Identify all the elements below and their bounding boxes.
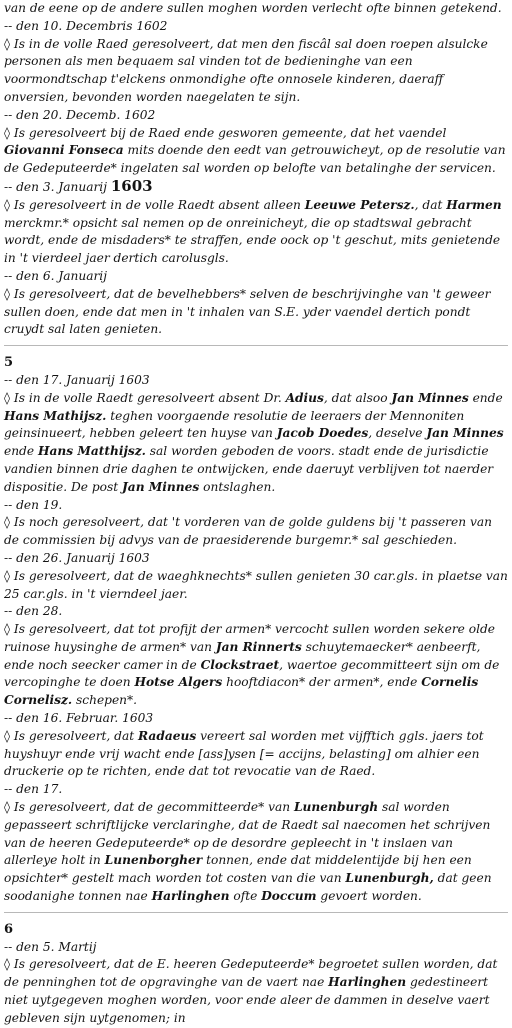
entry-text: ◊ Is geresolveert, dat de gecommitteerde* van (4, 800, 294, 815)
resolution-entry (4, 390, 508, 497)
entry-text: ◊ Is geresolveert, dat tot profijt der armen* vercocht sullen worden sekere olde ruinose huysinghe de armen* van (4, 622, 495, 654)
entry-text: teghen voorgaende resolutie de leeraers der Mennoniten geinsinueert, hebben geleert ten huyse van (4, 408, 465, 441)
entry-date (4, 939, 508, 957)
named-entity: Harlinghen (151, 889, 230, 904)
entry-text: schepen*. (72, 693, 138, 708)
named-entity: Radaeus (138, 728, 197, 743)
entry-date-text: -- den 20. Decemb. 1602 (4, 107, 156, 122)
named-entity: Clockstraet (200, 657, 280, 672)
entry-text: vereert sal worden met vijfftich ggls. jaers tot huyshuyr ende vrij wacht ende [ass]ysen [= accijns, belasting] om alhier een druckerie op te richten, ende dat tot revocatie van de Raed. (4, 728, 484, 779)
entry-date (4, 18, 508, 36)
resolution-entry (4, 568, 508, 604)
entry-date (4, 372, 508, 390)
section-divider (4, 912, 508, 913)
entry-date-text: -- den 17. Januarij 1603 (4, 372, 150, 387)
resolution-entry (4, 514, 508, 550)
named-entity: Giovanni Fonseca (4, 143, 124, 158)
entry-text: sal worden gepasseert schriftlijcke verclaringhe, dat de Raedt sal naecomen het schrijven van de heeren Gedeputeerde* op de desordre gepleecht in 't inslaen van allerleye holt in (4, 800, 491, 868)
named-entity: Hans Mathijsz. (4, 408, 107, 423)
entry-text: ofte (229, 889, 262, 904)
entry-text: gevoert worden. (316, 889, 422, 904)
resolution-entry (4, 621, 508, 710)
named-entity: Lunenburgh (293, 800, 379, 815)
entry-text: mits doende den eedt van getrouwicheyt, op de resolutie van de Gedeputeerde* ingelaten sal worden op belofte van betalinghe der servicen. (4, 143, 506, 176)
entry-date-text: -- den 6. Januarij (4, 268, 107, 283)
named-entity: Leeuwe Petersz. (304, 197, 415, 212)
entry-date-text: -- den 16. Februar. 1603 (4, 711, 154, 726)
resolution-entry (4, 799, 508, 906)
entry-text: , waertoe gecommitteert sijn om de vercopinghe te doen (4, 657, 500, 690)
entry-date (4, 497, 508, 515)
entry-text: hooftdiacon* der armen*, ende (222, 675, 422, 690)
named-entity: Cornelis Cornelisz. (4, 675, 479, 708)
entry-text: sal worden geboden de voors. stadt ende de jurisdictie vandien binnen drie daghen te ontwijcken, ende daeruyt verblijven tot naerder dispositie. De post (4, 444, 494, 494)
entry-date-text: -- den 17. (4, 782, 63, 797)
entry-text: ende (468, 390, 503, 405)
named-entity: Jan Minnes (426, 426, 504, 441)
entry-text: ◊ Is in de volle Raedt geresolveert absent Dr. (4, 390, 286, 405)
resolution-entry (4, 0, 508, 18)
named-entity: Jan Minnes (391, 390, 469, 405)
entry-date (4, 107, 508, 125)
resolution-entry (4, 36, 508, 107)
entry-text: ende (4, 444, 38, 459)
entry-text: ◊ Is geresolveert, dat de waeghknechts* sullen genieten 30 car.gls. in plaetse van 25 car.gls. in 't vierndeel jaer. (4, 568, 508, 601)
entry-text: , deselve (368, 426, 427, 441)
section-divider (4, 345, 508, 346)
entry-text: van de eene op de andere sullen moghen worden verlecht ofte binnen getekend. (4, 1, 502, 15)
named-entity: Jan Minnes (122, 479, 200, 494)
entry-date (4, 178, 508, 197)
folio-number: 5 (4, 355, 14, 371)
named-entity: Harmen (446, 197, 502, 212)
named-entity: Adius (285, 390, 324, 405)
document-page (4, 0, 508, 1025)
entry-date-text: -- den 19. (4, 497, 63, 512)
named-entity: Harlinghen (328, 975, 407, 990)
entry-date-text: -- den 5. Martij (4, 939, 97, 954)
entry-text: ontslaghen. (199, 479, 276, 494)
entry-date-text: -- den 26. Januarij 1603 (4, 550, 150, 565)
entry-text: ◊ Is in de volle Raed geresolveert, dat men den fiscâl sal doen roepen alsulcke personen als men bequaem sal vinden tot de bedieninghe van een voormondtschap t'elckens onmondighe ofte onnosele kinderen, daeraff onversien, bevonden worden naegelaten te sijn. (4, 36, 488, 104)
entry-date-year: 1603 (110, 176, 153, 195)
entry-text: ◊ Is geresolveert, dat (4, 728, 139, 743)
folio-number: 6 (4, 921, 14, 937)
entry-text: merckmr.* opsicht sal nemen op de onreinicheyt, die op stadtswal gebracht wordt, ende de misdaders* te straffen, ende oock op 't geschut, mits genietende in 't vierdeel jaer dertich carolusgls. (4, 215, 501, 266)
entry-text: ◊ Is geresolveert, dat de bevelhebbers* selven de beschrijvinghe van 't geweer sullen doen, ende dat men in 't inhalen van S.E. yder vaendel dertich pondt cruydt sal laten genieten. (4, 286, 491, 337)
entry-text: , dat (414, 197, 447, 212)
entry-text: dat geen soodanighe tonnen nae (4, 871, 492, 904)
entry-text: schuytemaecker* aenbeerft, ende noch seecker camer in de (4, 639, 481, 672)
named-entity: Jan Rinnerts (215, 639, 302, 654)
entry-date-text: -- den 28. (4, 604, 63, 619)
named-entity: Hotse Algers (134, 675, 223, 690)
entry-date (4, 710, 508, 728)
entry-text: ◊ Is geresolveert in de volle Raedt absent alleen (4, 197, 305, 212)
named-entity: Jacob Doedes (276, 426, 369, 441)
named-entity: Lunenborgher (104, 853, 203, 868)
resolution-entry (4, 286, 508, 339)
named-entity: Hans Matthijsz. (37, 444, 146, 459)
resolution-entry (4, 956, 508, 1027)
entry-text: gedestineert niet uytgegeven moghen worden, voor ende aleer de dammen in deselve vaert gebleven sijn uytgenomen; in (4, 975, 490, 1025)
entry-date (4, 550, 508, 568)
entry-text: ◊ Is geresolveert bij de Raed ende gesworen gemeente, dat het vaendel (4, 125, 447, 140)
entry-date (4, 603, 508, 621)
named-entity: Lunenburgh, (345, 871, 434, 886)
entry-date (4, 781, 508, 799)
resolution-entry (4, 197, 508, 268)
entry-date-text: -- den 3. Januarij (4, 179, 111, 194)
resolution-entry (4, 728, 508, 781)
entry-text: ◊ Is geresolveert, dat de E. heeren Gedeputeerde* begroetet sullen worden, dat de penninghen tot de opgravinghe van de vaert nae (4, 957, 498, 990)
entry-text: ◊ Is noch geresolveert, dat 't vorderen van de golde guldens bij 't passeren van de commissien bij advys van de praesiderende burgemr.* sal geschieden. (4, 515, 492, 548)
entry-date (4, 268, 508, 286)
named-entity: Doccum (261, 889, 317, 904)
resolution-entry (4, 125, 508, 178)
entry-date-text: -- den 10. Decembris 1602 (4, 18, 168, 33)
entry-text: tonnen, ende dat middelentijde bij hen een opsichter* gestelt mach worden tot costen van die van (4, 853, 472, 886)
entry-text: , dat alsoo (323, 390, 392, 405)
